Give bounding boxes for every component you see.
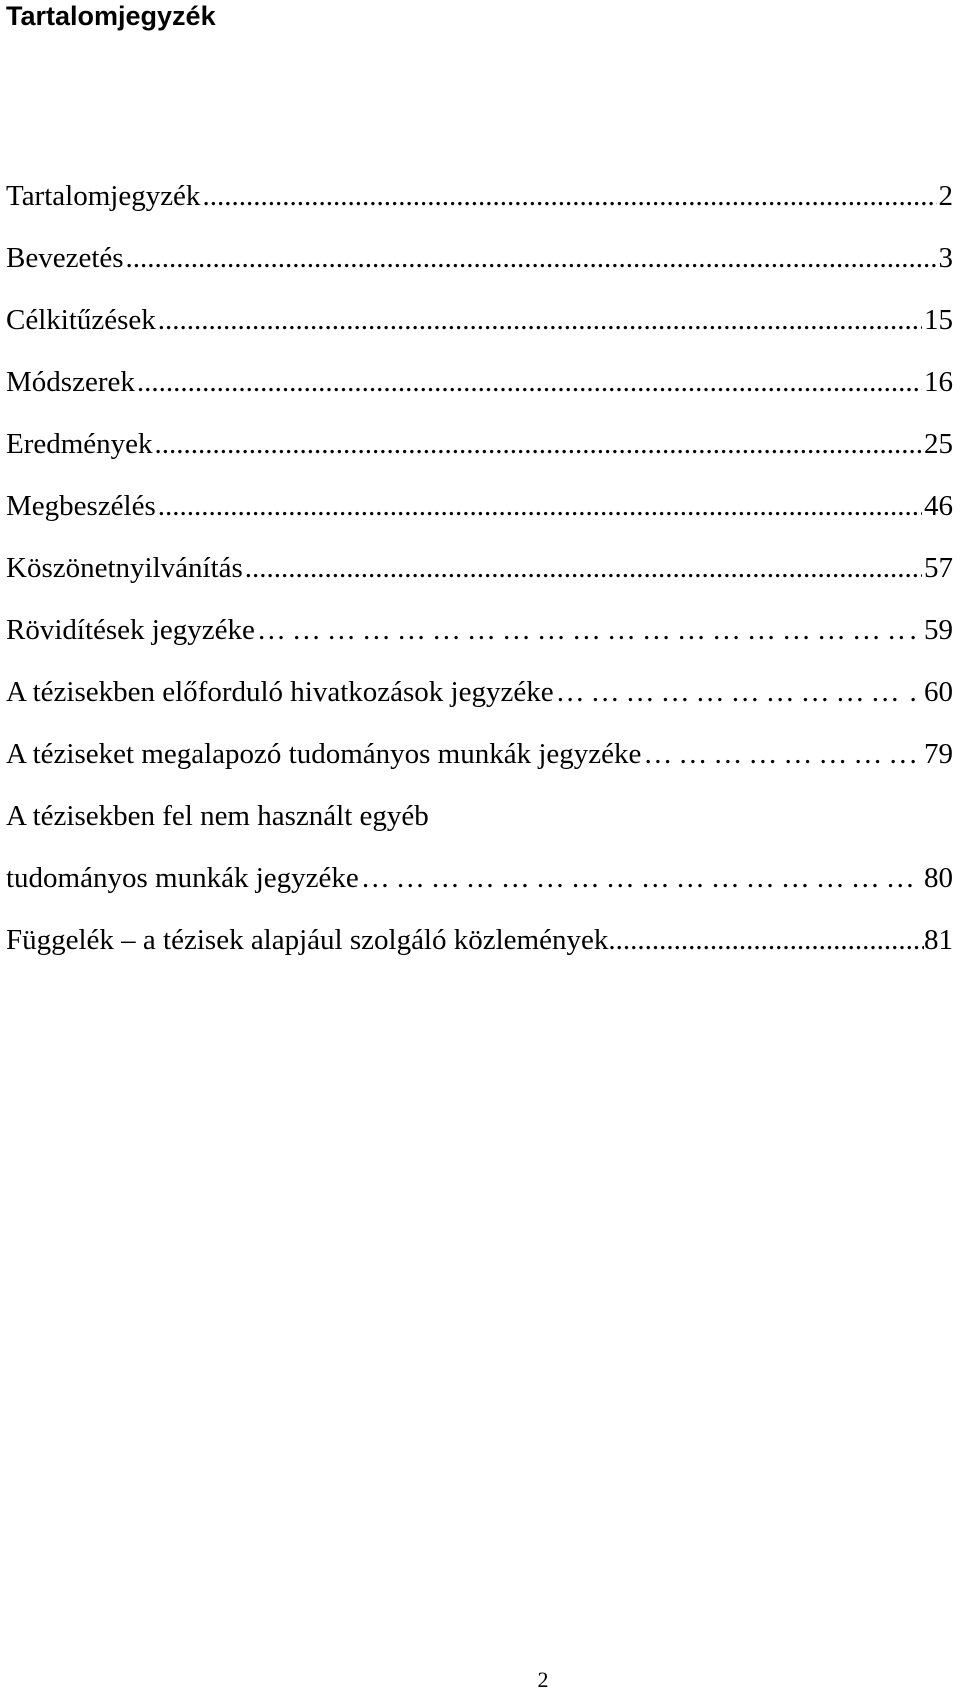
toc-entry-page: . 59 — [909, 614, 953, 646]
toc-entry-megbeszeles[interactable] — [6, 486, 953, 548]
toc-entry-megalapozo-munkak[interactable] — [6, 734, 953, 796]
toc-entry-eredmenyek[interactable] — [6, 424, 953, 486]
toc-entry-title: tudományos munkák jegyzéke — [6, 862, 359, 894]
dot-leader — [126, 238, 937, 278]
toc-entry-koszonetnyilvanitas[interactable] — [6, 548, 953, 610]
toc-entry-title: Módszerek — [6, 366, 135, 398]
ellipsis-leader — [643, 734, 907, 774]
toc-entry-page: 80 — [924, 862, 953, 894]
toc-entry-modszerek[interactable] — [6, 362, 953, 424]
toc-entry-title: A tézisekben fel nem használt egyéb — [6, 800, 429, 832]
dot-leader — [137, 362, 922, 402]
ellipsis-leader — [257, 610, 908, 650]
toc-entry-title: Célkitűzések — [6, 304, 156, 336]
toc-entry-page: 2 — [938, 180, 953, 212]
toc-entry-title: A téziseket megalapozó tudományos munkák jegyzéke — [6, 738, 642, 770]
toc-entry-page: 57 — [924, 552, 953, 584]
dot-leader — [202, 176, 936, 216]
dot-leader — [245, 548, 922, 588]
toc-entry-egyeb-munkak-line2[interactable] — [6, 858, 953, 920]
toc-entry-title: Köszönetnyilvánítás — [6, 552, 243, 584]
toc-entry-celkituzesek[interactable] — [6, 300, 953, 362]
toc-entry-title: Bevezetés — [6, 242, 124, 274]
ellipsis-leader — [556, 672, 908, 712]
toc-entry-title: Megbeszélés — [6, 490, 156, 522]
toc-entry-title: Rövidítések jegyzéke — [6, 614, 255, 646]
toc-entry-page: . 60 — [909, 676, 953, 708]
toc-entry-egyeb-munkak-line1[interactable] — [6, 796, 953, 858]
toc-entry-title: Eredmények — [6, 428, 153, 460]
dot-leader — [155, 424, 922, 464]
toc-entry-title: A tézisekben előforduló hivatkozások jegyzéke — [6, 676, 554, 708]
ellipsis-leader — [361, 858, 922, 898]
toc-entry-page: 15 — [924, 304, 953, 336]
dot-leader — [158, 300, 922, 340]
toc-entry-hivatkozasok[interactable] — [6, 672, 953, 734]
toc-entry-title: Tartalomjegyzék — [6, 180, 201, 212]
page-number: 2 — [537, 1667, 549, 1692]
toc-entry-page: . 79 — [909, 738, 953, 770]
dot-leader — [158, 486, 922, 526]
toc-entry-page: 25 — [924, 428, 953, 460]
toc-entry-rovidetesek[interactable] — [6, 610, 953, 672]
toc-entry-title: Függelék – a tézisek alapjául szolgáló közlemények — [6, 924, 609, 956]
toc-entry-page: 46 — [924, 490, 953, 522]
toc-entry-tartalomjegyzek[interactable] — [6, 176, 953, 238]
table-of-contents — [6, 176, 953, 982]
toc-entry-bevezetes[interactable] — [6, 238, 953, 300]
toc-entry-fuggelek[interactable] — [6, 920, 953, 982]
page-title: Tartalomjegyzék — [6, 1, 216, 31]
dot-leader — [608, 920, 924, 960]
toc-entry-page: 16 — [924, 366, 953, 398]
toc-entry-page: 3 — [938, 242, 953, 274]
toc-entry-page: 81 — [924, 924, 953, 956]
